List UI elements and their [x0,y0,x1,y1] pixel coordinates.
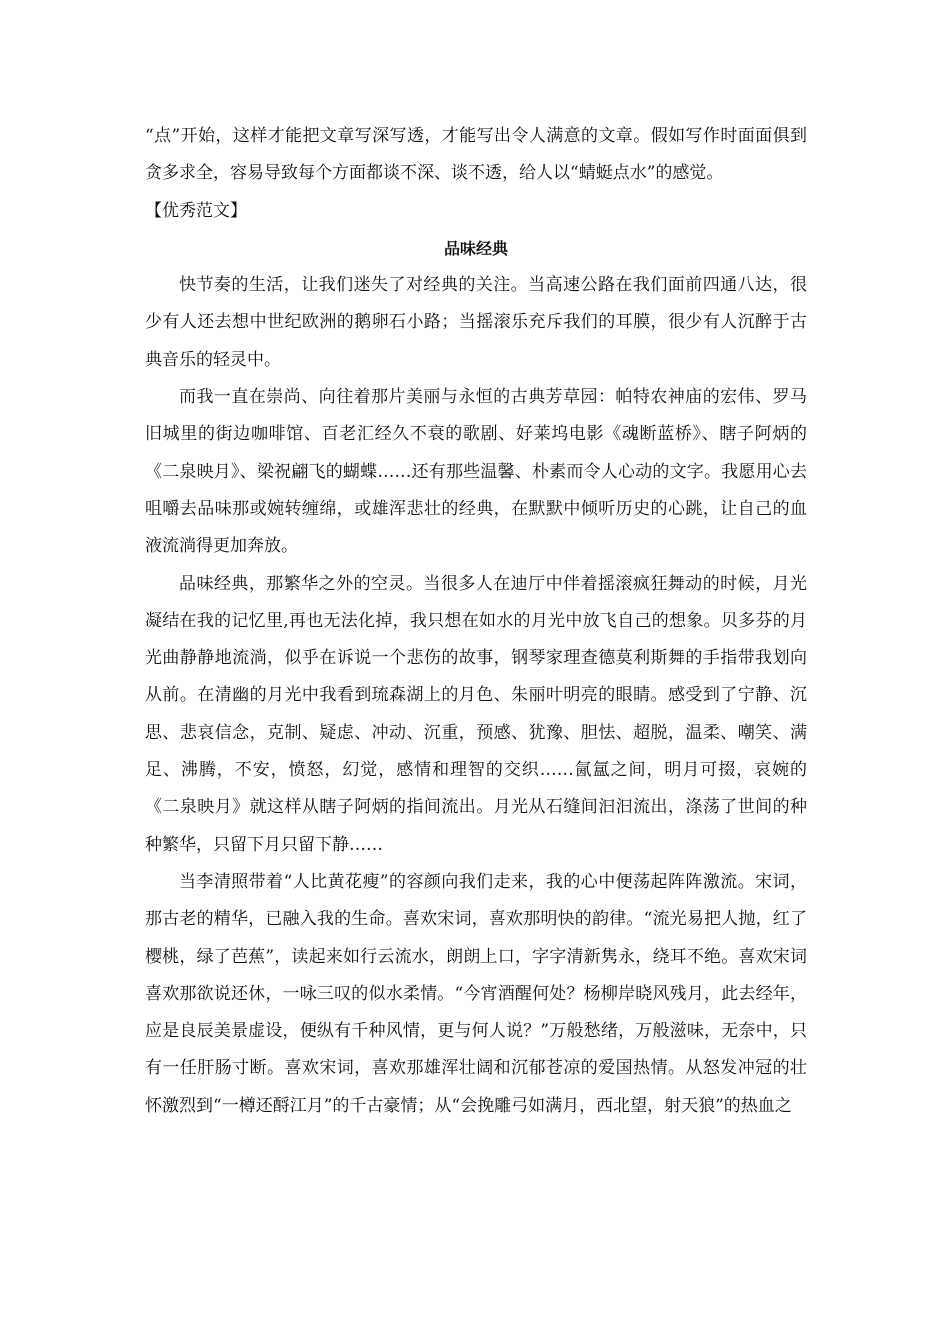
intro-paragraph: “点”开始，这样才能把文章写深写透，才能写出令人满意的文章。假如写作时面面俱到贪多求全，容易导致每个方面都谈不深、谈不透，给人以“蜻蜓点水”的感觉。 [145,126,807,184]
essay-paragraph-3: 品味经典，那繁华之外的空灵。当很多人在迪厅中伴着摇滚疯狂舞动的时候，月光凝结在我的记忆里,再也无法化掉，我只想在如水的月光中放飞自己的想象。贝多芬的月光曲静静地流淌，似乎在诉说一个悲伤的故事，钢琴家理查德莫利斯舞的手指带我划向从前。在清幽的月光中我看到琉森湖上的月色、朱丽叶明亮的眼睛。感受到了宁静、沉思、悲哀信念，克制、疑虑、冲动、沉重，预感、犹豫、胆怯、超脱，温柔、嘲笑、满足、沸腾，不安，愤怒，幻觉，感情和理智的交织……氤氲之间，明月可掇，哀婉的《二泉映月》就这样从瞎子阿炳的指间流出。月光从石缝间汩汩流出，涤荡了世间的种种繁华，只留下月只留下静…… [145,573,807,855]
essay-paragraph-1: 快节奏的生活，让我们迷失了对经典的关注。当高速公路在我们面前四通八达，很少有人还去想中世纪欧洲的鹅卵石小路；当摇滚乐充斥我们的耳膜，很少有人沉醉于古典音乐的轻灵中。 [145,275,807,370]
essay-title: 品味经典 [443,238,508,258]
section-label: 【优秀范文】 [145,200,247,221]
essay-paragraph-2: 而我一直在崇尚、向往着那片美丽与永恒的古典芳草园：帕特农神庙的宏伟、罗马旧城里的街边咖啡馆、百老汇经久不衰的歌剧、好莱坞电影《魂断蓝桥》、瞎子阿炳的《二泉映月》、梁祝翩飞的蝴蝶……还有那些温馨、朴素而令人心动的文字。我愿用心去咀嚼去品味那或婉转缠绵，或雄浑悲壮的经典，在默默中倾听历史的心跳，让自己的血液流淌得更加奔放。 [145,387,807,557]
document-page [145,118,807,1125]
essay-paragraph-4: 当李清照带着“人比黄花瘦”的容颜向我们走来，我的心中便荡起阵阵激流。宋词，那古老的精华，已融入我的生命。喜欢宋词，喜欢那明快的韵律。“流光易把人抛，红了樱桃，绿了芭蕉”，读起来如行云流水，朗朗上口，字字清新隽永，绕耳不绝。喜欢宋词喜欢那欲说还休，一咏三叹的似水柔情。“今宵酒醒何处？杨柳岸晓风残月，此去经年，应是良辰美景虚设，便纵有千种风情，更与何人说？”万般愁绪，万般滋味，无奈中，只有一任肝肠寸断。喜欢宋词，喜欢那雄浑壮阔和沉郁苍凉的爱国热情。从怒发冲冠的壮怀激烈到“一樽还酹江月”的千古豪情；从“会挽雕弓如满月，西北望，射天狼”的热血之 [145,871,807,1116]
